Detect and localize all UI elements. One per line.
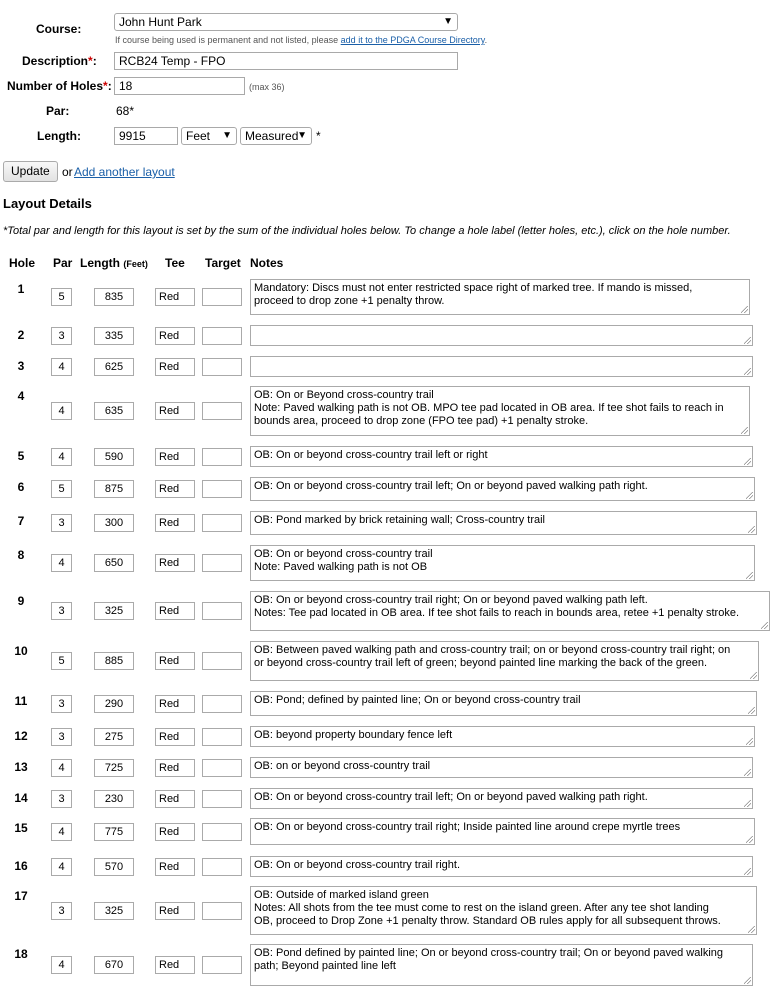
length-input[interactable]: 290 <box>94 695 134 713</box>
tee-input[interactable]: Red <box>155 402 195 420</box>
hole-number-link[interactable]: 9 <box>17 594 25 608</box>
par-input[interactable]: 3 <box>51 902 72 920</box>
chevron-down-icon: ▼ <box>297 130 307 141</box>
par-value: 68* <box>116 104 135 118</box>
tee-input[interactable]: Red <box>155 288 195 306</box>
par-input[interactable]: 4 <box>51 858 72 876</box>
length-input[interactable]: 835 <box>94 288 134 306</box>
hole-number-link[interactable]: 2 <box>17 328 25 342</box>
target-input[interactable] <box>202 288 242 306</box>
col-notes: Notes <box>250 256 284 270</box>
description-label <box>22 54 97 68</box>
add-course-link[interactable]: add it to the PDGA Course Directory <box>340 35 485 45</box>
length-asterisk: * <box>316 129 321 143</box>
target-input[interactable] <box>202 554 242 572</box>
hole-number-link[interactable]: 6 <box>17 480 25 494</box>
length-input[interactable]: 9915 <box>114 127 178 145</box>
col-tee: Tee <box>165 256 185 270</box>
notes-textarea[interactable]: OB: On or beyond cross-country trail left; On or beyond paved walking path right. <box>250 477 755 501</box>
notes-textarea[interactable]: OB: On or beyond cross-country trail right; Inside painted line around crepe myrtle trees <box>250 818 755 845</box>
tee-input[interactable]: Red <box>155 695 195 713</box>
hole-number-link[interactable]: 7 <box>17 514 25 528</box>
length-input[interactable]: 275 <box>94 728 134 746</box>
tee-input[interactable]: Red <box>155 480 195 498</box>
notes-textarea[interactable]: OB: Pond; defined by painted line; On or beyond cross-country trail <box>250 691 757 716</box>
notes-textarea[interactable] <box>250 356 753 377</box>
notes-textarea[interactable]: OB: Outside of marked island green Notes: All shots from the tee must come to rest on the island green. After any tee shot landing OB, proceed to Drop Zone +1 penalty throw. Standard OB rules apply for all subsequent throws. <box>250 886 757 935</box>
length-input[interactable]: 325 <box>94 602 134 620</box>
description-label-colon: : <box>92 54 97 68</box>
hole-number-link[interactable]: 15 <box>14 821 28 835</box>
tee-input[interactable]: Red <box>155 448 195 466</box>
layout-heading: Layout Details <box>3 196 92 211</box>
target-input[interactable] <box>202 448 242 466</box>
description-label-text: Description <box>22 54 89 68</box>
notes-textarea[interactable]: OB: On or beyond cross-country trail left or right <box>250 446 753 467</box>
notes-textarea[interactable]: OB: On or beyond cross-country trail right; On or beyond paved walking path left. Notes: Tee pad located in OB area. If tee shot fails to reach in bounds area, retee +1 penalty stroke. <box>250 591 770 631</box>
target-input[interactable] <box>202 858 242 876</box>
tee-input[interactable]: Red <box>155 327 195 345</box>
par-input[interactable]: 3 <box>51 602 72 620</box>
chevron-down-icon: ▼ <box>443 16 453 27</box>
target-input[interactable] <box>202 790 242 808</box>
notes-textarea[interactable]: OB: beyond property boundary fence left <box>250 726 755 747</box>
par-input[interactable]: 3 <box>51 728 72 746</box>
notes-textarea[interactable]: OB: Between paved walking path and cross-country trail; on or beyond cross-country trail right; on or beyond cross-country trail left of green; beyond painted line marking the back of the green. <box>250 641 759 681</box>
hole-number-link[interactable]: 10 <box>14 644 28 658</box>
tee-input[interactable]: Red <box>155 902 195 920</box>
length-type-value: Measured <box>245 129 299 143</box>
hole-number-link[interactable]: 3 <box>17 359 25 373</box>
course-help <box>115 35 487 45</box>
notes-textarea[interactable] <box>250 325 753 346</box>
required-mark: * <box>88 54 93 68</box>
notes-textarea[interactable]: OB: On or Beyond cross-country trail Note: Paved walking path is not OB. MPO tee pad located in OB area. If tee shot fails to reach in bounds area, proceed to drop zone (FPO tee pad) +1 penalty stroke. <box>250 386 750 436</box>
hole-number-link[interactable]: 1 <box>17 282 25 296</box>
notes-textarea[interactable]: Mandatory: Discs must not enter restricted space right of marked tree. If mando is missed, proceed to drop zone +1 penalty throw. <box>250 279 750 315</box>
par-input[interactable]: 3 <box>51 790 72 808</box>
length-type-select[interactable] <box>240 127 312 145</box>
tee-input[interactable]: Red <box>155 823 195 841</box>
length-input[interactable]: 625 <box>94 358 134 376</box>
length-input[interactable]: 300 <box>94 514 134 532</box>
par-input[interactable]: 3 <box>51 695 72 713</box>
notes-textarea[interactable]: OB: Pond marked by brick retaining wall; Cross-country trail <box>250 511 757 535</box>
length-input[interactable]: 670 <box>94 956 134 974</box>
par-input[interactable]: 4 <box>51 554 72 572</box>
par-input[interactable]: 5 <box>51 480 72 498</box>
length-input[interactable]: 885 <box>94 652 134 670</box>
target-input[interactable] <box>202 823 242 841</box>
length-input[interactable]: 775 <box>94 823 134 841</box>
par-input[interactable]: 5 <box>51 288 72 306</box>
tee-input[interactable]: Red <box>155 858 195 876</box>
target-input[interactable] <box>202 358 242 376</box>
target-input[interactable] <box>202 902 242 920</box>
par-input[interactable]: 4 <box>51 956 72 974</box>
holes-label-colon: : <box>107 79 112 93</box>
update-button[interactable]: Update <box>3 161 58 182</box>
add-layout-link[interactable]: Add another layout <box>74 165 175 179</box>
chevron-down-icon: ▼ <box>222 130 232 141</box>
length-input[interactable]: 570 <box>94 858 134 876</box>
length-unit-value: Feet <box>186 129 211 143</box>
or-text: or <box>62 165 73 179</box>
tee-input[interactable]: Red <box>155 956 195 974</box>
length-input[interactable]: 635 <box>94 402 134 420</box>
course-select-value: John Hunt Park <box>119 15 202 29</box>
hole-number-link[interactable]: 17 <box>14 889 28 903</box>
col-length <box>80 256 148 270</box>
course-help-text: If course being used is permanent and not listed, please <box>115 35 339 45</box>
par-input[interactable]: 4 <box>51 823 72 841</box>
col-par: Par <box>53 256 73 270</box>
length-input[interactable]: 325 <box>94 902 134 920</box>
holes-input[interactable]: 18 <box>114 77 245 95</box>
length-input[interactable]: 230 <box>94 790 134 808</box>
length-input[interactable]: 725 <box>94 759 134 777</box>
course-select[interactable] <box>114 13 458 31</box>
hole-number-link[interactable]: 12 <box>14 729 28 743</box>
hole-number-link[interactable]: 5 <box>17 449 25 463</box>
par-input[interactable]: 3 <box>51 327 72 345</box>
notes-textarea[interactable]: OB: Pond defined by painted line; On or beyond cross-country trail; On or beyond paved walking path; Beyond painted line left <box>250 944 753 986</box>
course-help-suffix: . <box>484 35 488 45</box>
col-length-text: Length <box>80 256 120 270</box>
length-input[interactable]: 590 <box>94 448 134 466</box>
length-input[interactable]: 875 <box>94 480 134 498</box>
hole-number-link[interactable]: 8 <box>17 548 25 562</box>
layout-note: *Total par and length for this layout is set by the sum of the individual holes below. To change a hole label (letter holes, etc.), click on the hole number. <box>3 225 731 237</box>
tee-input[interactable]: Red <box>155 652 195 670</box>
length-label: Length: <box>37 129 81 143</box>
target-input[interactable] <box>202 327 242 345</box>
tee-input[interactable]: Red <box>155 790 195 808</box>
holes-label-text: Number of Holes <box>7 79 104 93</box>
hole-number-link[interactable]: 14 <box>14 791 28 805</box>
target-input[interactable] <box>202 480 242 498</box>
target-input[interactable] <box>202 402 242 420</box>
par-input[interactable]: 3 <box>51 514 72 532</box>
tee-input[interactable]: Red <box>155 602 195 620</box>
course-label: Course: <box>36 22 82 36</box>
notes-textarea[interactable]: OB: On or beyond cross-country trail left; On or beyond paved walking path right. <box>250 788 753 809</box>
hole-number-link[interactable]: 11 <box>14 694 28 708</box>
target-input[interactable] <box>202 652 242 670</box>
holes-label <box>7 79 112 93</box>
required-mark: * <box>103 79 108 93</box>
col-length-unit: (Feet) <box>123 259 148 269</box>
par-input[interactable]: 4 <box>51 448 72 466</box>
target-input[interactable] <box>202 759 242 777</box>
target-input[interactable] <box>202 728 242 746</box>
par-input[interactable]: 5 <box>51 652 72 670</box>
hole-number-link[interactable]: 16 <box>14 859 28 873</box>
tee-input[interactable]: Red <box>155 554 195 572</box>
par-input[interactable]: 4 <box>51 759 72 777</box>
hole-number-link[interactable]: 4 <box>17 389 25 403</box>
length-input[interactable]: 650 <box>94 554 134 572</box>
holes-max-hint: (max 36) <box>249 82 285 92</box>
col-hole: Hole <box>9 256 36 270</box>
par-input[interactable]: 4 <box>51 358 72 376</box>
notes-textarea[interactable]: OB: On or beyond cross-country trail right. <box>250 856 753 877</box>
par-input[interactable]: 4 <box>51 402 72 420</box>
tee-input[interactable]: Red <box>155 514 195 532</box>
tee-input[interactable]: Red <box>155 759 195 777</box>
hole-number-link[interactable]: 13 <box>14 760 28 774</box>
notes-textarea[interactable]: OB: On or beyond cross-country trail Note: Paved walking path is not OB <box>250 545 755 581</box>
length-unit-select[interactable] <box>181 127 237 145</box>
par-label: Par: <box>46 104 70 118</box>
target-input[interactable] <box>202 602 242 620</box>
length-input[interactable]: 335 <box>94 327 134 345</box>
col-target: Target <box>205 256 241 270</box>
tee-input[interactable]: Red <box>155 358 195 376</box>
target-input[interactable] <box>202 695 242 713</box>
description-input[interactable]: RCB24 Temp - FPO <box>114 52 458 70</box>
target-input[interactable] <box>202 514 242 532</box>
notes-textarea[interactable]: OB: on or beyond cross-country trail <box>250 757 753 778</box>
target-input[interactable] <box>202 956 242 974</box>
hole-number-link[interactable]: 18 <box>14 947 28 961</box>
tee-input[interactable]: Red <box>155 728 195 746</box>
